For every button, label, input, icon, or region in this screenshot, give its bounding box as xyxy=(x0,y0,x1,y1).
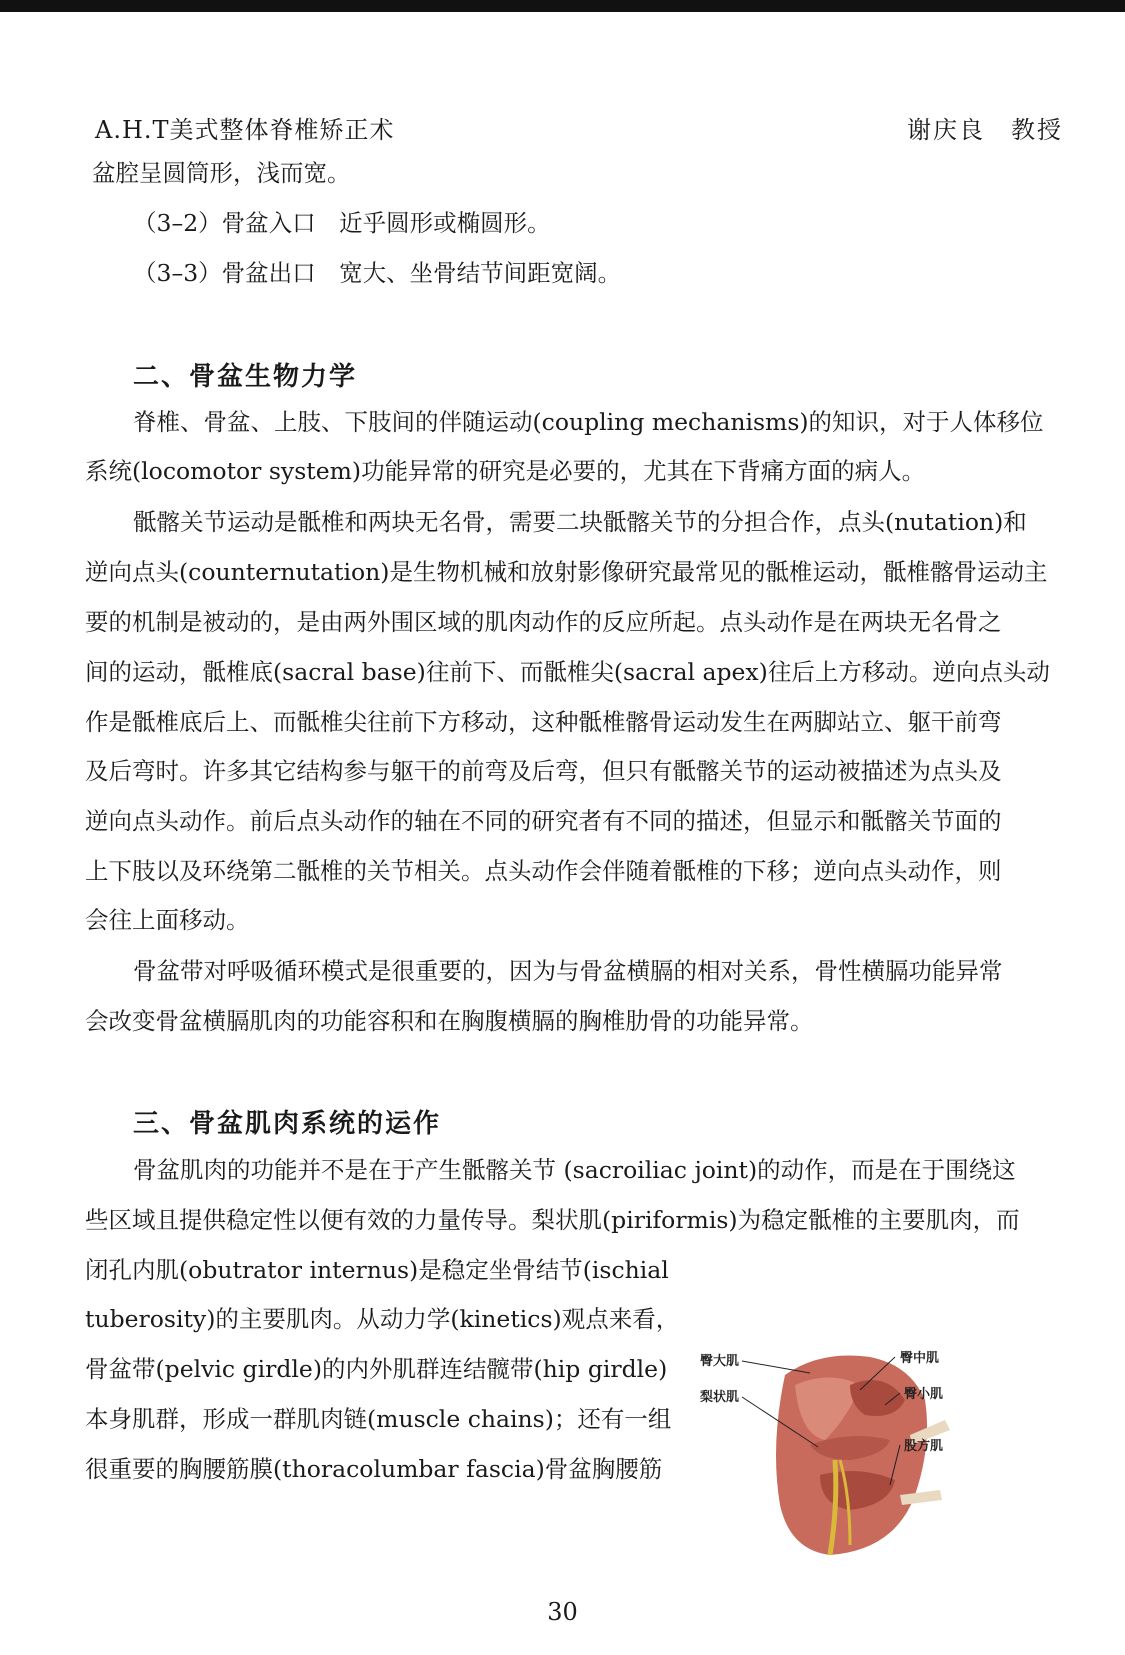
label-gluteus-minimus: 臀小肌 xyxy=(904,1387,944,1402)
top-scan-edge xyxy=(0,0,1125,12)
muscle-diagram xyxy=(700,1345,1000,1560)
text-line: tuberosity)的主要肌肉。从动力学(kinetics)观点来看， xyxy=(85,1305,680,1333)
label-quadratus-femoris: 股方肌 xyxy=(904,1439,944,1454)
section-heading: 二、骨盆生物力学 xyxy=(133,362,358,392)
text-line: （3–2）骨盆入口 近乎圆形或椭圆形。 xyxy=(133,209,551,237)
page-number: 30 xyxy=(547,1598,578,1626)
text-line: 本身肌群，形成一群肌肉链(muscle chains)；还有一组 xyxy=(85,1405,672,1433)
text-line: 间的运动，骶椎底(sacral base)往前下、而骶椎尖(sacral apex)往后上方移动。逆向点头动 xyxy=(85,658,1050,686)
author-credit xyxy=(907,110,1063,145)
text-line: （3–3）骨盆出口 宽大、坐骨结节间距宽阔。 xyxy=(133,259,622,287)
text-line: 骶髂关节运动是骶椎和两块无名骨，需要二块骶髂关节的分担合作，点头(nutation)和 xyxy=(133,508,1027,536)
text-line: 骨盆带(pelvic girdle)的内外肌群连结髋带(hip girdle) xyxy=(85,1355,668,1383)
author-title: 教授 xyxy=(1011,116,1063,144)
text-line: 骨盆肌肉的功能并不是在于产生骶髂关节 (sacroiliac joint)的动作，而是在于围绕这 xyxy=(133,1156,1016,1184)
text-line: 要的机制是被动的，是由两外围区域的肌肉动作的反应所起。点头动作是在两块无名骨之 xyxy=(85,608,1002,636)
text-line: 逆向点头(counternutation)是生物机械和放射影像研究最常见的骶椎运动，骶椎髂骨运动主 xyxy=(85,558,1048,586)
label-piriformis: 梨状肌 xyxy=(700,1390,740,1405)
author-name: 谢庆良 xyxy=(907,116,985,144)
text-line: 系统(locomotor system)功能异常的研究是必要的，尤其在下背痛方面的病人。 xyxy=(85,457,926,485)
label-gluteus-medius: 臀中肌 xyxy=(900,1351,940,1366)
text-line: 脊椎、骨盆、上肢、下肢间的伴随运动(coupling mechanisms)的知识，对于人体移位 xyxy=(133,408,1044,436)
text-line: 闭孔内肌(obutrator internus)是稳定坐骨结节(ischial xyxy=(85,1256,669,1284)
text-line: 些区域且提供稳定性以便有效的力量传导。梨状肌(piriformis)为稳定骶椎的主要肌肉，而 xyxy=(85,1206,1020,1234)
pelvic-muscle-illustration xyxy=(700,1345,1000,1560)
text-line: 盆腔呈圆筒形，浅而宽。 xyxy=(92,159,351,187)
text-line: 骨盆带对呼吸循环模式是很重要的，因为与骨盆横膈的相对关系，骨性横膈功能异常 xyxy=(133,957,1003,985)
text-line: 及后弯时。许多其它结构参与躯干的前弯及后弯，但只有骶髂关节的运动被描述为点头及 xyxy=(85,757,1002,785)
section-heading: 三、骨盆肌肉系统的运作 xyxy=(133,1109,442,1139)
text-line: 上下肢以及环绕第二骶椎的关节相关。点头动作会伴随着骶椎的下移；逆向点头动作，则 xyxy=(85,857,1002,885)
label-gluteus-maximus: 臀大肌 xyxy=(700,1354,740,1369)
text-line: 作是骶椎底后上、而骶椎尖往前下方移动，这种骶椎髂骨运动发生在两脚站立、躯干前弯 xyxy=(85,708,1002,736)
text-line: 会往上面移动。 xyxy=(85,906,250,934)
text-line: 逆向点头动作。前后点头动作的轴在不同的研究者有不同的描述，但显示和骶髂关节面的 xyxy=(85,807,1002,835)
text-line: 很重要的胸腰筋膜(thoracolumbar fascia)骨盆胸腰筋 xyxy=(85,1455,663,1483)
text-line: 会改变骨盆横膈肌肉的功能容积和在胸腹横膈的胸椎肋骨的功能异常。 xyxy=(85,1007,814,1035)
book-title: A.H.T美式整体脊椎矫正术 xyxy=(95,116,395,144)
